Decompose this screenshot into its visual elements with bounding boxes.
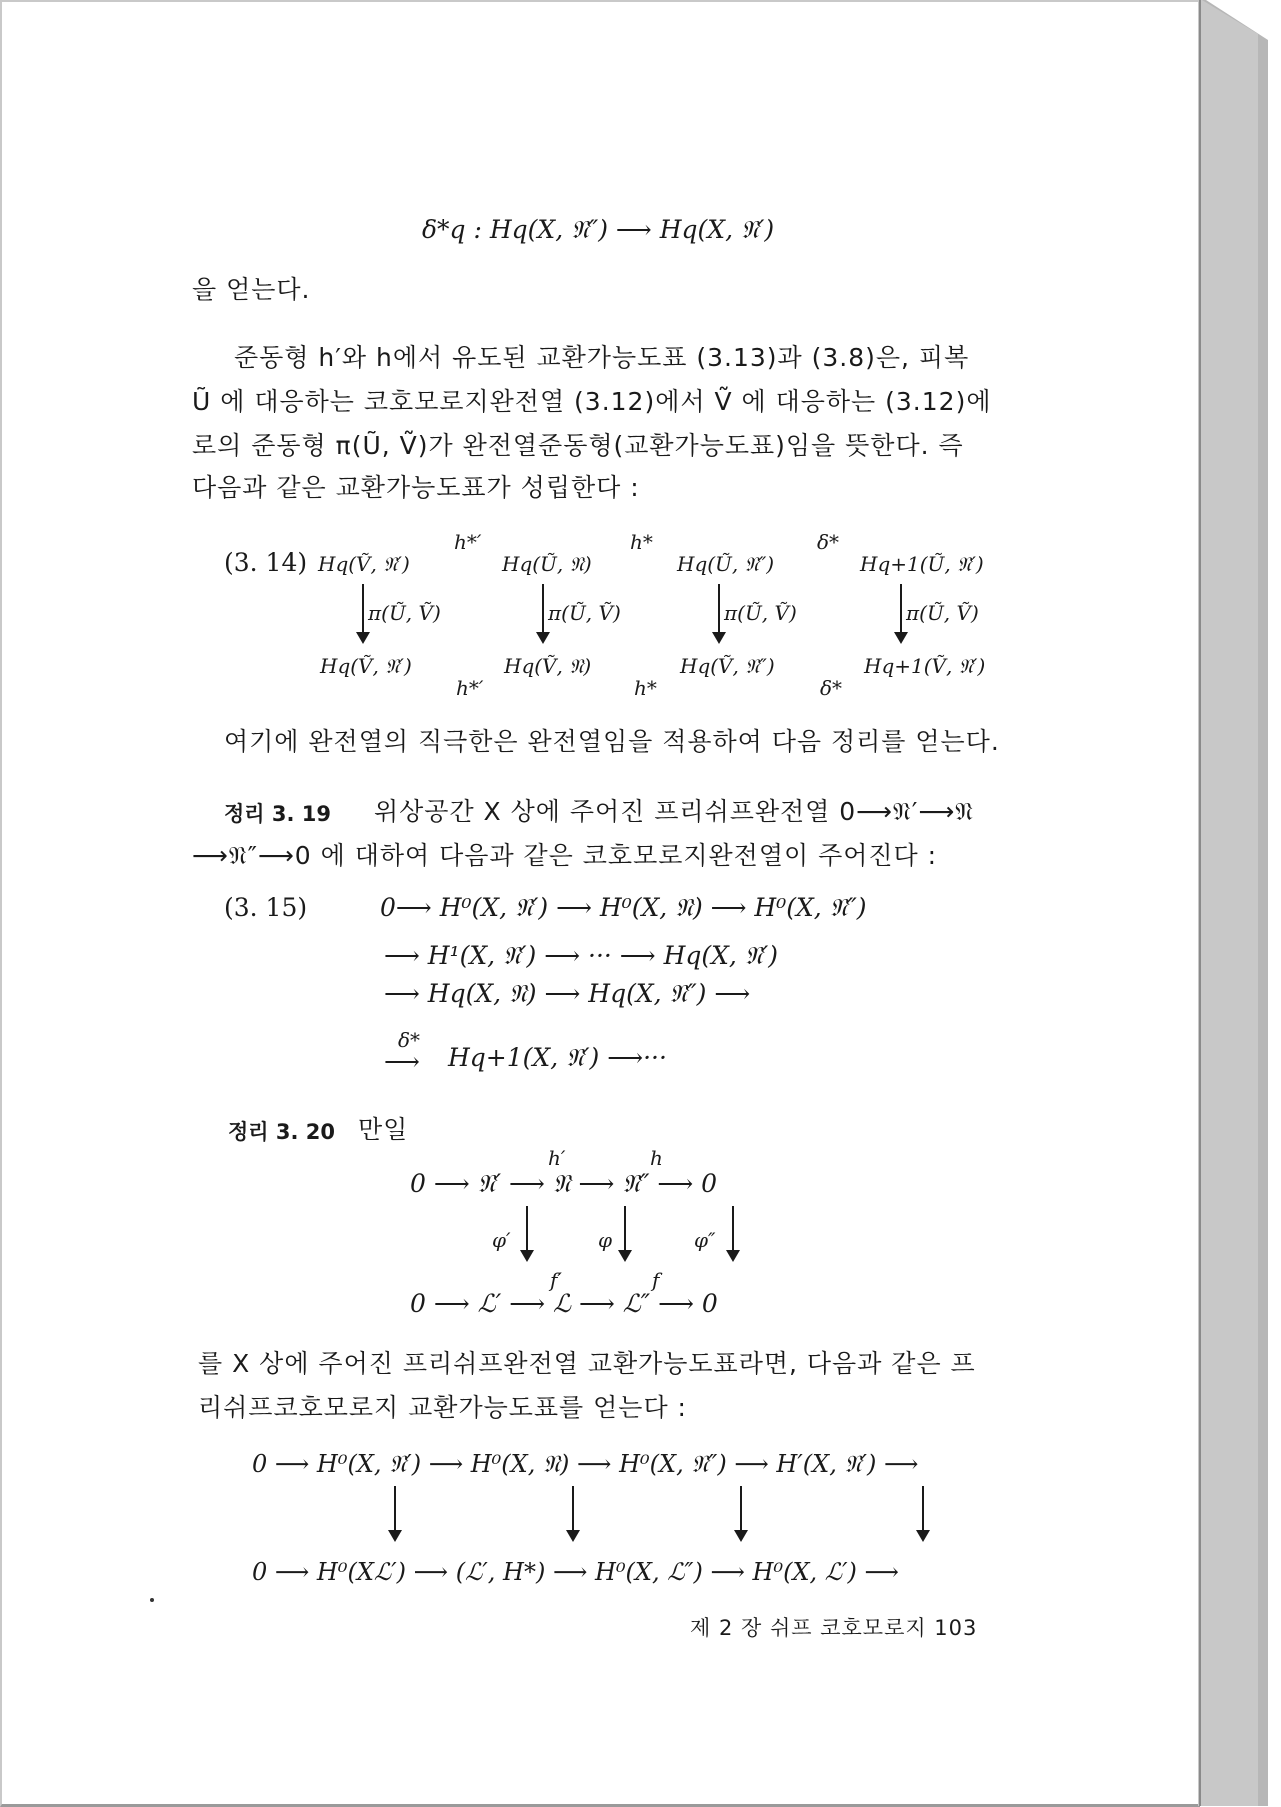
arrow-label: δ* <box>817 530 840 554</box>
arrow-label: f′ <box>550 1268 562 1292</box>
theorem-label: 정리 3. 19 <box>224 802 332 826</box>
paragraph-2-line-3: 로의 준동형 π(Ũ, Ṽ)가 완전열준동형(교환가능도표)임을 뜻한다. 즉 <box>192 431 964 460</box>
paragraph-2-line-2: Ũ 에 대응하는 코호모로지완전열 (3.12)에서 Ṽ 에 대응하는 (3.12)에 <box>192 387 992 416</box>
page-footer: 제 2 장 쉬프 코호모로지 103 <box>690 1616 978 1640</box>
paragraph-4-line-2: 리쉬프코호모로지 교환가능도표를 얻는다 : <box>198 1393 687 1422</box>
diagram-row: 0 ⟶ H⁰(X, 𝔑′) ⟶ H⁰(X, 𝔑) ⟶ H⁰(X, 𝔑″) ⟶ H′(X, 𝔑′) ⟶ <box>252 1450 919 1478</box>
down-arrow-icon <box>922 1486 924 1540</box>
speck <box>150 1598 154 1602</box>
diagram-node: Hq(Ṽ, 𝔑′) <box>320 654 412 678</box>
diagram-row: 0 ⟶ ℒ′ ⟶ ℒ ⟶ ℒ″ ⟶ 0 <box>410 1289 718 1318</box>
paragraph-3: 여기에 완전열의 직극한은 완전열임을 적용하여 다음 정리를 얻는다. <box>224 727 1000 756</box>
down-arrow-icon <box>572 1486 574 1540</box>
arrow-label: f <box>652 1268 660 1292</box>
down-arrow-icon <box>394 1486 396 1540</box>
diagram-node: Hq(Ũ, 𝔑) <box>502 552 592 576</box>
paragraph-2-line-4: 다음과 같은 교환가능도표가 성립한다 : <box>192 473 640 502</box>
theorem-text: 위상공간 X 상에 주어진 프리쉬프완전열 0⟶𝔑′⟶𝔑 <box>374 797 975 826</box>
diagram-node: Hq(Ṽ, 𝔑′) <box>318 552 410 576</box>
diagram-row: 0 ⟶ H⁰(Xℒ′) ⟶ (ℒ′, H*) ⟶ H⁰(X, ℒ″) ⟶ H⁰(X, ℒ′) ⟶ <box>252 1558 899 1586</box>
down-arrow-icon <box>732 1206 734 1260</box>
exact-sequence-line: 0⟶ H⁰(X, 𝔑′) ⟶ H⁰(X, 𝔑) ⟶ H⁰(X, 𝔑″) <box>380 893 867 922</box>
vertical-label: π(Ũ, Ṽ) <box>724 601 797 625</box>
down-arrow-icon <box>624 1206 626 1260</box>
exact-sequence-line: ⟶ Hq(X, 𝔑) ⟶ Hq(X, 𝔑″) ⟶ <box>384 979 751 1008</box>
diagram-node: Hq(Ṽ, 𝔑″) <box>680 654 775 678</box>
down-arrow-icon <box>718 584 720 642</box>
down-arrow-icon <box>542 584 544 642</box>
diagram-row: 0 ⟶ 𝔑′ ⟶ 𝔑 ⟶ 𝔑″ ⟶ 0 <box>410 1169 718 1198</box>
delta-formula: δ*q : Hq(X, 𝔑″) ⟶ Hq(X, 𝔑′) <box>422 215 775 244</box>
vertical-label: π(Ũ, Ṽ) <box>368 601 441 625</box>
down-arrow-icon <box>900 584 902 642</box>
vertical-label: φ″ <box>694 1228 716 1252</box>
diagram-node: Hq+1(Ũ, 𝔑′) <box>860 552 984 576</box>
arrow-label: h* <box>634 676 657 700</box>
exact-sequence-line: ⟶ H¹(X, 𝔑′) ⟶ ··· ⟶ Hq(X, 𝔑′) <box>384 941 779 970</box>
down-arrow-icon <box>740 1486 742 1540</box>
page-edge <box>1198 0 1268 1806</box>
arrow-label: h*′ <box>456 676 484 700</box>
arrow-icon: ⟶ <box>384 1047 420 1076</box>
vertical-label: φ′ <box>492 1228 511 1252</box>
diagram-node: Hq(Ũ, 𝔑″) <box>677 552 775 576</box>
paragraph-4-line-1: 를 X 상에 주어진 프리쉬프완전열 교환가능도표라면, 다음과 같은 프 <box>198 1349 976 1378</box>
arrow-label: h′ <box>548 1146 566 1170</box>
paragraph-1: 을 얻는다. <box>192 275 311 304</box>
arrow-label: δ* <box>820 676 843 700</box>
exact-sequence-line: Hq+1(X, 𝔑′) ⟶··· <box>448 1043 667 1072</box>
down-arrow-icon <box>362 584 364 642</box>
diagram-node: Hq+1(Ṽ, 𝔑′) <box>864 654 986 678</box>
diagram-node: Hq(Ṽ, 𝔑) <box>504 654 592 678</box>
paragraph-2-line-1: 준동형 h′와 h에서 유도된 교환가능도표 (3.13)과 (3.8)은, 피복 <box>234 343 970 372</box>
arrow-label: h*′ <box>454 530 482 554</box>
vertical-label: π(Ũ, Ṽ) <box>548 601 621 625</box>
arrow-label: δ* <box>398 1028 421 1052</box>
vertical-label: π(Ũ, Ṽ) <box>906 601 979 625</box>
equation-label: (3. 14) <box>224 548 308 577</box>
equation-label: (3. 15) <box>224 893 308 922</box>
theorem-text: ⟶𝔑″⟶0 에 대하여 다음과 같은 코호모로지완전열이 주어진다 : <box>192 841 938 870</box>
down-arrow-icon <box>526 1206 528 1260</box>
arrow-label: h <box>650 1146 663 1170</box>
theorem-label: 정리 3. 20 <box>228 1120 336 1144</box>
theorem-text: 만일 <box>358 1115 409 1144</box>
vertical-label: φ <box>598 1228 613 1252</box>
arrow-label: h* <box>630 530 653 554</box>
